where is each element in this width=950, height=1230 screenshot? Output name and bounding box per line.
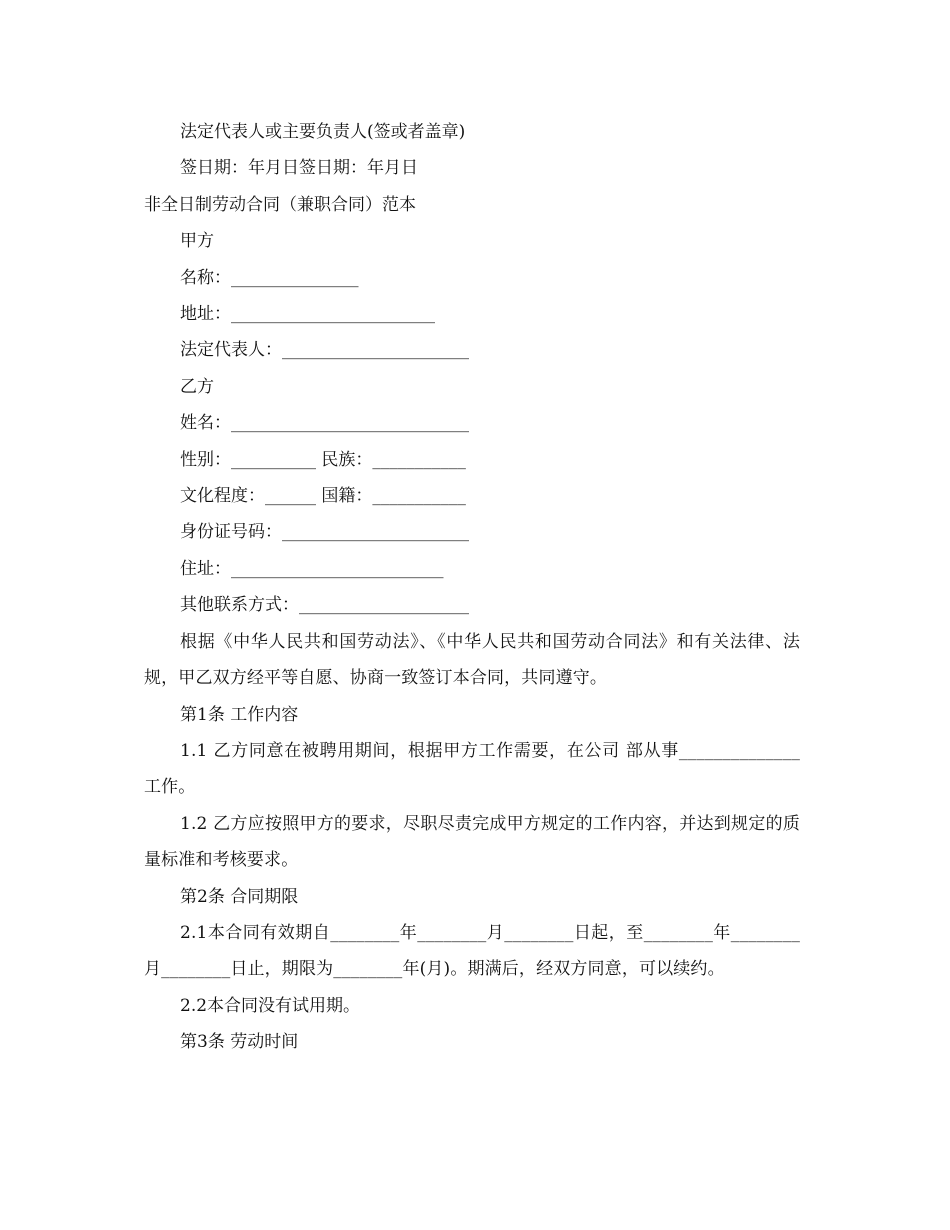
party-a-address-field: 地址：________________________	[180, 304, 435, 325]
party-b-id-number-field: 身份证号码：______________________	[180, 522, 469, 543]
article-1-heading: 第1条 工作内容	[180, 704, 299, 725]
signature-line-legal-rep: 法定代表人或主要负责人(签或者盖章)	[180, 122, 466, 142]
clause-1-2: 1.2 乙方应按照甲方的要求，尽职尽责完成甲方规定的工作内容，并达到规定的质量标准和考核要求。	[144, 813, 800, 871]
document-body	[144, 114, 800, 1061]
preamble-paragraph: 根据《中华人民共和国劳动法》、《中华人民共和国劳动合同法》和有关法律、法规，甲乙双方经平等自愿、协商一致签订本合同，共同遵守。	[144, 631, 800, 689]
clause-2-1: 2.1本合同有效期自________年________月________日起，至________年________月________日止，期限为________年(月)。期满后，经双方同意，可以续约。	[144, 922, 800, 980]
party-b-contact-field: 其他联系方式：____________________	[180, 595, 469, 616]
party-a-heading: 甲方	[180, 231, 214, 252]
party-b-name-field: 姓名：____________________________	[180, 413, 469, 434]
article-3-heading: 第3条 劳动时间	[180, 1032, 299, 1053]
party-b-address-field: 住址：_________________________	[180, 558, 444, 579]
clause-2-2: 2.2本合同没有试用期。	[180, 995, 361, 1016]
party-b-education-nationality-field: 文化程度：______ 国籍：___________	[180, 486, 466, 507]
document-title: 非全日制劳动合同（兼职合同）范本	[144, 194, 416, 215]
party-b-heading: 乙方	[180, 376, 214, 397]
article-2-heading: 第2条 合同期限	[180, 886, 299, 907]
party-a-name-field: 名称：_______________	[180, 267, 359, 288]
party-b-gender-ethnicity-field: 性别：__________ 民族：___________	[180, 449, 466, 470]
party-a-legal-rep-field: 法定代表人：______________________	[180, 340, 469, 361]
sign-date-line: 签日期：年月日签日期：年月日	[180, 158, 418, 179]
clause-1-1: 1.1 乙方同意在被聘用期间，根据甲方工作需要，在公司 部从事______________工作。	[144, 740, 800, 798]
